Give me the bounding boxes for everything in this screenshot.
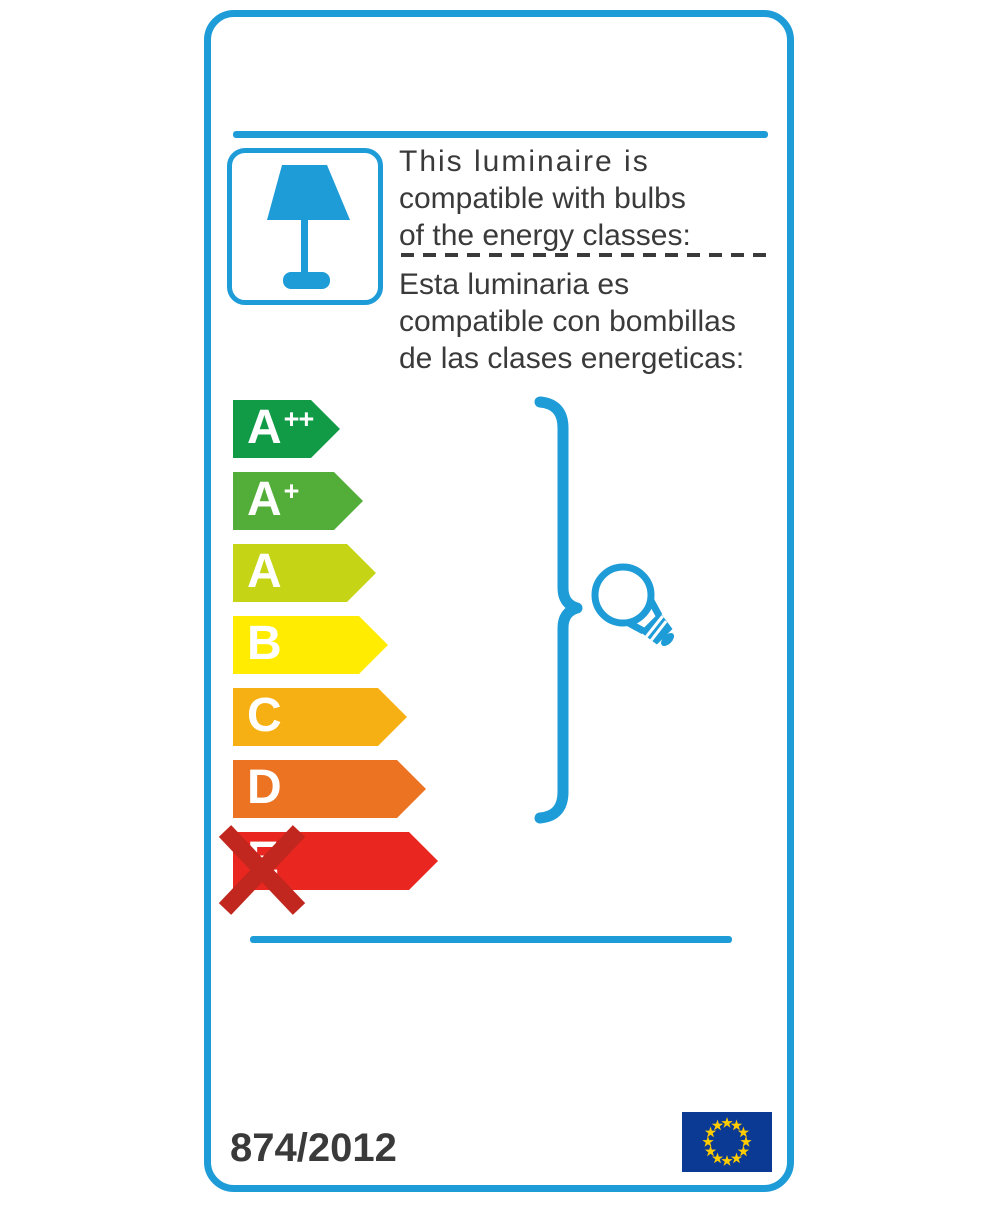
heading-es-line2: compatible con bombillas [399, 305, 736, 338]
dashed-divider [399, 251, 777, 259]
energy-class-letter: B [247, 617, 282, 670]
heading-english [399, 143, 691, 254]
energy-class-letter: A [247, 545, 282, 598]
eu-star-icon [705, 1127, 716, 1138]
energy-class-letter: C [247, 689, 282, 742]
energy-class-letter: D [247, 761, 282, 814]
eu-star-icon [731, 1152, 742, 1163]
eu-stars [682, 1112, 772, 1172]
eu-star-icon [740, 1136, 751, 1147]
eu-star-icon [702, 1136, 713, 1147]
light-bulb-icon [575, 545, 715, 685]
table-lamp-icon [232, 153, 378, 300]
energy-class-row-a++ [233, 400, 438, 458]
eu-star-icon [705, 1146, 716, 1157]
top-divider [233, 131, 768, 138]
heading-spanish [399, 266, 744, 377]
heading-en-line2: compatible with bulbs [399, 182, 686, 215]
energy-class-letter: A++ [247, 401, 314, 454]
luminaire-pictogram-box [227, 148, 383, 305]
heading-en-line3: of the energy classes: [399, 219, 691, 252]
heading-en-line1: This luminaire is [399, 145, 650, 178]
eu-star-icon [738, 1146, 749, 1157]
energy-class-letter: A+ [247, 473, 299, 526]
energy-class-row-a [233, 544, 438, 602]
eu-star-icon [738, 1127, 749, 1138]
heading-es-line3: de las clases energeticas: [399, 342, 745, 375]
energy-class-row-a+ [233, 472, 438, 530]
bottom-divider [250, 936, 732, 943]
energy-class-row-e [233, 832, 438, 890]
eu-star-icon [721, 1117, 732, 1128]
crossed-out-icon [216, 822, 308, 918]
energy-class-row-d [233, 760, 438, 818]
energy-class-row-b [233, 616, 438, 674]
eu-star-icon [712, 1152, 723, 1163]
eu-flag [682, 1112, 772, 1172]
regulation-number: 874/2012 [230, 1126, 397, 1170]
heading-es-line1: Esta luminaria es [399, 268, 630, 301]
energy-class-row-c [233, 688, 438, 746]
energy-class-list [233, 400, 438, 904]
